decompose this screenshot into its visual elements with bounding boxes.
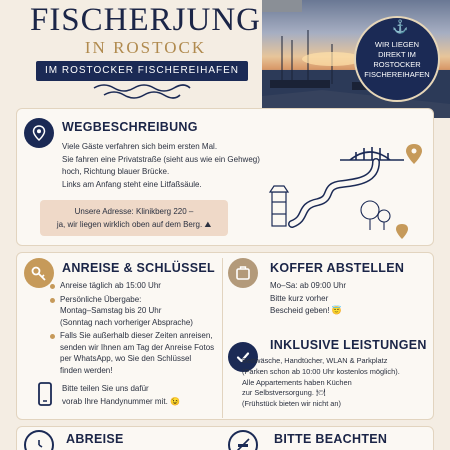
- phone-line: Bitte teilen Sie uns dafür: [62, 384, 149, 393]
- suitcase-icon: [228, 258, 258, 288]
- address-line: ja, wir liegen wirklich oben auf dem Berg. ⛰: [56, 220, 212, 229]
- directions-text: [62, 141, 260, 191]
- address-box: [40, 200, 228, 236]
- inclusive-title-line: LEISTUNGEN: [343, 338, 427, 352]
- directions-title: WEGBESCHREIBUNG: [62, 120, 198, 134]
- departure-title: ABREISE: [66, 432, 124, 446]
- arrival-line: (Sonntag nach vorheriger Absprache): [60, 317, 193, 327]
- directions-line: hoch, Richtung blauer Brücke.: [62, 167, 170, 176]
- list-item: [50, 294, 214, 329]
- badge-line: WIR LIEGEN: [374, 40, 420, 49]
- list-item: [50, 330, 214, 376]
- inclusive-line: Bettwäsche, Handtücher, WLAN & Parkplatz: [242, 356, 388, 365]
- waves-icon: [92, 82, 192, 100]
- address-line: Unsere Adresse: Klinikberg 220 –: [74, 207, 194, 216]
- arrival-line: per WhatsApp, wo Sie den Schlüssel: [60, 354, 192, 363]
- list-item: [50, 280, 214, 292]
- location-marker-icon: [396, 224, 408, 239]
- location-banner: IM ROSTOCKER FISCHEREIHAFEN: [36, 61, 248, 81]
- badge-line: ROSTOCKER: [373, 60, 421, 69]
- inclusive-line: (Parken schon ab 10:00 Uhr kostenlos möglich).: [242, 366, 400, 376]
- anchor-icon: ⚓: [392, 19, 409, 34]
- inclusive-title: [270, 338, 427, 352]
- arrival-line: Montag–Samstag bis 20 Uhr: [60, 306, 162, 315]
- directions-line: Links am Anfang steht eine Litfaßsäule.: [62, 179, 202, 189]
- arrival-title: ANREISE & SCHLÜSSEL: [62, 261, 215, 275]
- inclusive-text: [242, 356, 400, 410]
- badge-line: FISCHEREIHAFEN: [364, 70, 430, 79]
- luggage-title: KOFFER ABSTELLEN: [270, 261, 405, 275]
- inclusive-line: zur Selbstversorgung. 🍽: [242, 388, 326, 398]
- phone-note: [62, 383, 180, 408]
- arrival-line: senden wir Ihnen am Tag der Anreise Fotos: [60, 342, 215, 352]
- route-map-illustration: [258, 140, 434, 244]
- notice-title: BITTE BEACHTEN: [274, 432, 388, 446]
- badge-line: DIREKT IM: [378, 50, 416, 59]
- arrival-line: Falls Sie außerhalb dieser Zeiten anreisen,: [60, 331, 213, 340]
- advertising-column-icon: [270, 186, 288, 226]
- column-divider: [222, 258, 223, 418]
- phone-line: vorab Ihre Handynummer mit. 😉: [62, 396, 180, 406]
- arrival-line: Persönliche Übergabe:: [60, 294, 142, 304]
- luggage-text: [270, 280, 346, 318]
- inclusive-line: Alle Appartements haben Küchen: [242, 377, 352, 387]
- luggage-line: Mo–Sa: ab 09:00 Uhr: [270, 281, 347, 290]
- directions-line: Sie fahren eine Privatstraße (sieht aus wie ein Gehweg): [62, 154, 260, 164]
- smartphone-icon: [38, 382, 52, 406]
- arrival-list: [50, 280, 214, 376]
- header: [0, 0, 450, 118]
- location-badge: [354, 16, 440, 102]
- arrival-line: finden werden!: [60, 365, 113, 375]
- arrival-line: Anreise täglich ab 15:00 Uhr: [60, 281, 161, 290]
- inclusive-title-line: INKLUSIVE: [270, 338, 340, 352]
- page-title: FISCHERJUNG: [29, 2, 262, 38]
- tree-icon: [361, 201, 390, 230]
- inclusive-line: (Frühstück bieten wir nicht an): [242, 399, 341, 409]
- page-subtitle: IN ROSTOCK: [84, 38, 207, 57]
- luggage-line: Bitte kurz vorher: [270, 293, 329, 303]
- luggage-line: Bescheid geben! 😇: [270, 306, 342, 315]
- bridge-icon: [340, 147, 404, 160]
- directions-line: Viele Gäste verfahren sich beim ersten Mal.: [62, 142, 218, 151]
- destination-pin-icon: [406, 144, 422, 164]
- location-pin-icon: [24, 118, 54, 148]
